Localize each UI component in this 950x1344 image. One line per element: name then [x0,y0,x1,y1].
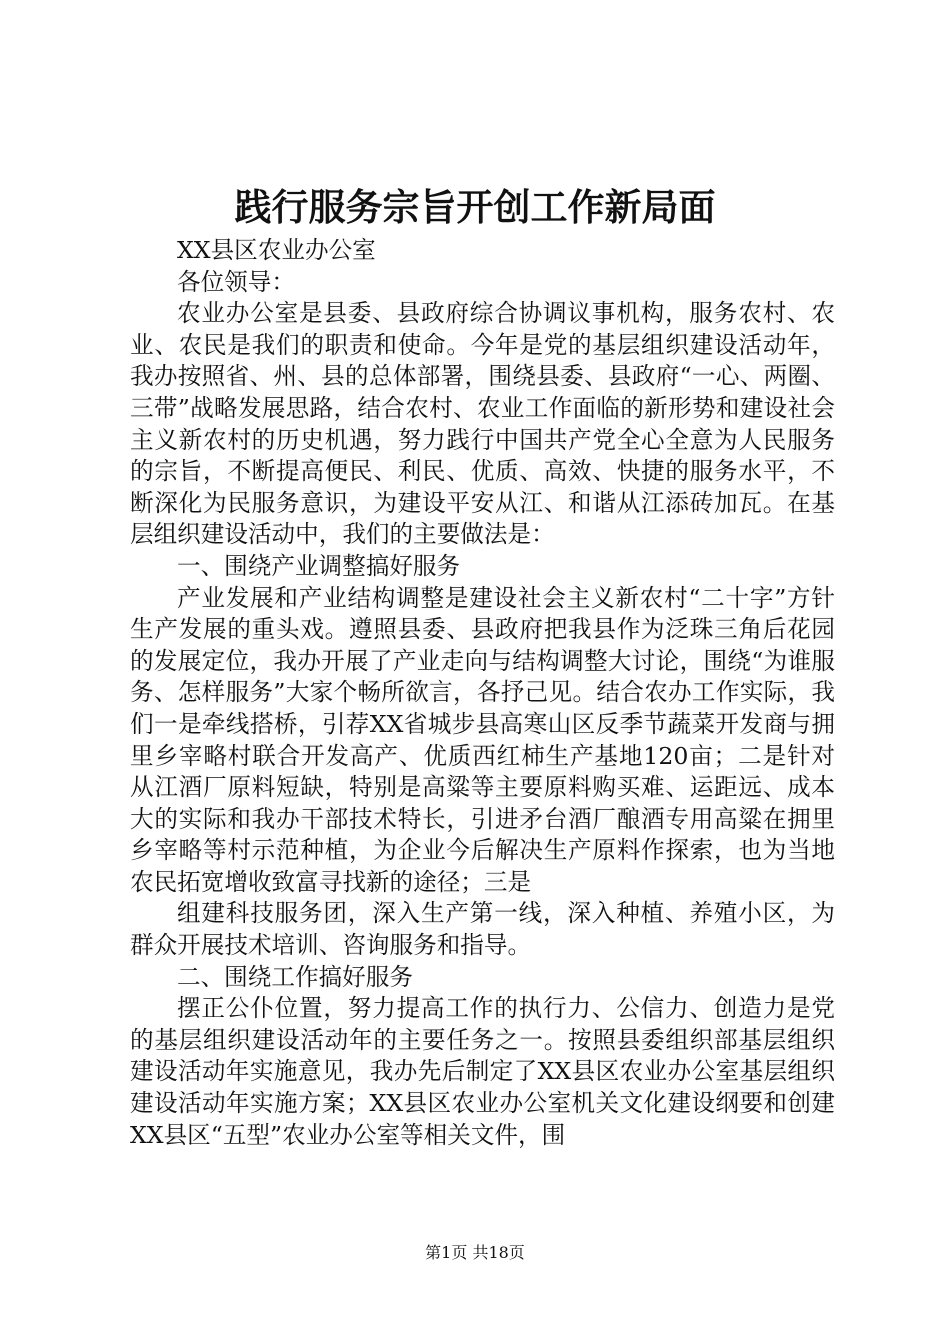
paragraph-tech-service: 组建科技服务团，深入生产第一线，深入种植、养殖小区，为群众开展技术培训、咨询服务和指导。 [130,899,835,960]
section-heading-2: 二、围绕工作搞好服务 [177,962,413,991]
paragraph-industry: 产业发展和产业结构调整是建设社会主义新农村“二十字”方针生产发展的重头戏。遵照县委、县政府把我县作为泛珠三角后花园的发展定位，我办开展了产业走向与结构调整大讨论，围绕“为谁服务、怎样服务”大家个畅所欲言，各抒己见。结合农办工作实际，我们一是牵线搭桥，引荐XX省城步县高寒山区反季节蔬菜开发商与拥里乡宰略村联合开发高产、优质西红柿生产基地120亩；二是针对从江酒厂原料短缺，特别是高粱等主要原料购买难、运距远、成本大的实际和我办干部技术特长，引进矛台酒厂酿酒专用高粱在拥里乡宰略等村示范种植，为企业今后解决生产原料作探索，也为当地农民拓宽增收致富寻找新的途径；三是 [130,583,835,896]
paragraph-organization: XX县区农业办公室 [177,236,376,264]
paragraph-introduction: 农业办公室是县委、县政府综合协调议事机构，服务农村、农业、农民是我们的职责和使命。今年是党的基层组织建设活动年，我办按照省、州、县的总体部署，围绕县委、县政府“一心、两圈、三带”战略发展思路，结合农村、农业工作面临的新形势和建设社会主义新农村的历史机遇，努力践行中国共产党全心全意为人民服务的宗旨，不断提高便民、利民、优质、高效、快捷的服务水平，不断深化为民服务意识，为建设平安从江、和谐从江添砖加瓦。在基层组织建设活动中，我们的主要做法是： [130,299,835,549]
section-heading-1: 一、围绕产业调整搞好服务 [177,551,461,580]
document-title: 践行服务宗旨开创工作新局面 [234,185,716,229]
page-footer: 第1页 共18页 [425,1243,525,1262]
document-body [130,235,835,1151]
paragraph-work-service: 摆正公仆位置，努力提高工作的执行力、公信力、创造力是党的基层组织建设活动年的主要任务之一。按照县委组织部基层组织建设活动年实施意见，我办先后制定了XX县区农业办公室基层组织建设活动年实施方案；XX县区农业办公室机关文化建设纲要和创建XX县区“五型”农业办公室等相关文件，围 [130,994,835,1149]
paragraph-salutation: 各位领导： [177,267,295,296]
